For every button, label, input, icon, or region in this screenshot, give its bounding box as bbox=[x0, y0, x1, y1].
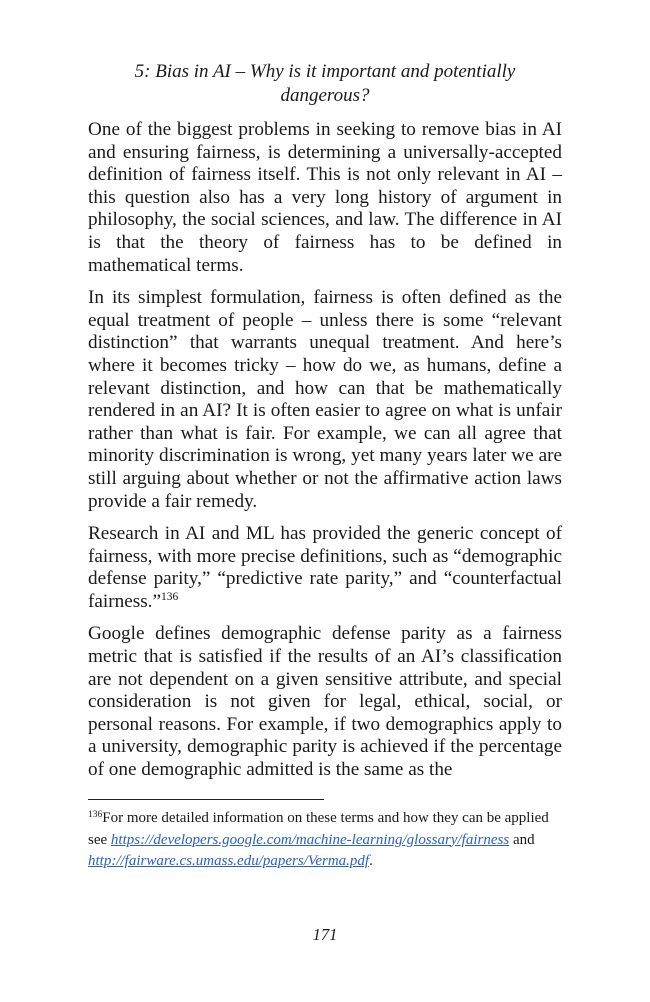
chapter-header-line-1: 5: Bias in AI – Why is it important and potentially bbox=[134, 61, 516, 82]
paragraph-simplest-formulation: In its simplest formulation, fairness is often defined as the equal treatment of people – unless there is some “relevant distinction” that warrants unequal treatment. And here’s where it becomes tricky – how do we, as humans, define a relevant distinction, and how can that be mathematically rendered in an AI? It is often easier to agree on what is unfair rather than what is fair. For example, we can all agree that minority discrimination is wrong, yet many years later we are still arguing about whether or not the affirmative action laws provide a fair remedy. bbox=[88, 287, 562, 512]
footnote bbox=[88, 808, 562, 873]
footnote-divider bbox=[88, 799, 324, 800]
chapter-header bbox=[88, 60, 562, 108]
footnote-number: 136 bbox=[88, 810, 103, 820]
chapter-header-line-2: dangerous? bbox=[280, 85, 370, 106]
paragraph-research-concepts: Research in AI and ML has provided the generic concept of fairness, with more precise definitions, such as “demographic defense parity,” “predictive rate parity,” and “counterfactual fairness.”$^{136}$ bbox=[88, 523, 562, 612]
footnote-reference[interactable]: 136 bbox=[160, 590, 179, 603]
footnote-and: and bbox=[509, 831, 535, 848]
footnote-link-verma[interactable]: http://fairware.cs.umass.edu/papers/Verma.pdf bbox=[88, 853, 370, 869]
paragraph-google-definition: Google defines demographic defense parity as a fairness metric that is satisfied if the results of an AI’s classification are not dependent on a given sensitive attribute, and special consideration is not given for legal, ethical, social, or personal reasons. For example, if two demographics apply to a university, demographic parity is achieved if the percentage of one demographic admitted is the same as the bbox=[88, 623, 562, 781]
footnote-end: . bbox=[369, 853, 373, 869]
footnote-text: For more detailed information on these terms and how they can be applied see bbox=[88, 810, 549, 848]
paragraph-fairness-definition: One of the biggest problems in seeking to remove bias in AI and ensuring fairness, is determining a universally-accepted definition of fairness itself. This is not only relevant in AI – this question also has a very long history of argument in philosophy, the social sciences, and law. The difference in AI is that the theory of fairness has to be defined in mathematical terms. bbox=[88, 119, 562, 276]
page-number: 171 bbox=[312, 925, 338, 944]
body-text bbox=[88, 119, 562, 792]
footnote-link-google[interactable]: https://developers.google.com/machine-learning/glossary/fairness bbox=[110, 831, 510, 848]
